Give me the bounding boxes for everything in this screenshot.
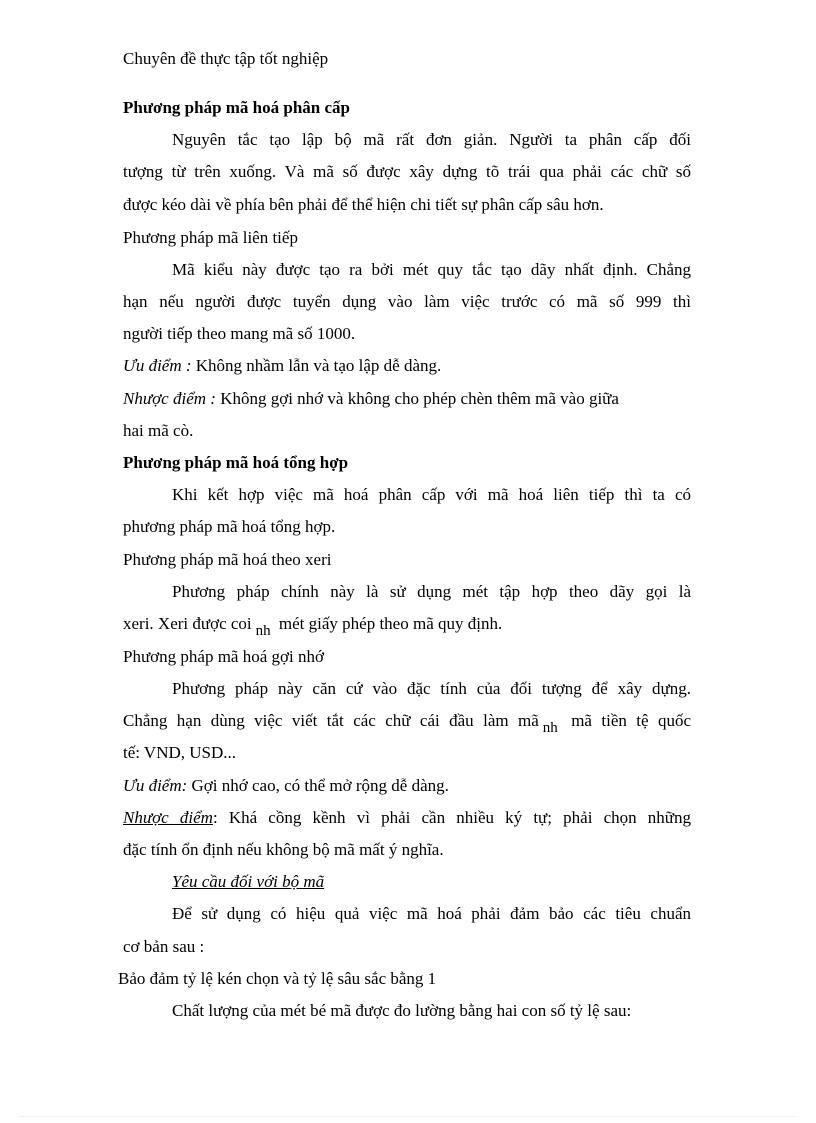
- text-fragment: mét giấy phép theo mã quy định.: [274, 614, 503, 633]
- disadvantage-label: Nhược điểm :: [123, 389, 216, 408]
- heading-combined-coding: Phương pháp mã hoá tổng hợp: [123, 453, 349, 472]
- heading-serial-coding: Phương pháp mã hoá theo xeri: [123, 550, 332, 569]
- page-header: Chuyên đề thực tập tốt nghiệp: [123, 49, 329, 68]
- paragraph-line: Chất lượng của mét bé mã được đo lường bằng hai con số tỷ lệ sau:: [172, 1001, 632, 1020]
- subscript-fragment: nh: [255, 623, 271, 639]
- text-fragment: Chẳng hạn dùng việc viết tắt các chữ cái đầu làm mã: [123, 711, 539, 730]
- text-fragment: xeri. Xeri được coi: [123, 614, 252, 633]
- heading-code-requirements: Yêu cầu đối với bộ mã: [172, 872, 325, 891]
- paragraph-line: người tiếp theo mang mã số 1000.: [123, 324, 356, 343]
- advantage-label: Ưu điểm :: [123, 356, 192, 375]
- paragraph-line: [123, 710, 692, 736]
- disadvantage-label: Nhược điểm: [123, 808, 213, 827]
- heading-sequential-coding: Phương pháp mã liên tiếp: [123, 228, 298, 247]
- paragraph-line: Để sử dụng có hiệu quả việc mã hoá phải đảm bảo các tiêu chuẩn: [172, 904, 691, 923]
- paragraph-line: phương pháp mã hoá tổng hợp.: [123, 517, 336, 536]
- text-fragment: mã tiền tệ quốc: [561, 711, 692, 730]
- disadvantage-line: [123, 807, 691, 829]
- paragraph-line: Phương pháp chính này là sử dụng mét tập hợp theo dãy gọi là: [172, 582, 691, 601]
- paragraph-line: tượng từ trên xuống. Và mã số được xây dựng tõ trái qua phải các chữ số: [123, 162, 691, 181]
- paragraph-line: hai mã cò.: [123, 421, 194, 440]
- advantage-line: [123, 775, 449, 797]
- disadvantage-text: : Khá cồng kềnh vì phải cần nhiều ký tự; phải chọn những: [212, 808, 691, 827]
- paragraph-line: Bảo đảm tỷ lệ kén chọn và tỷ lệ sâu sắc bằng 1: [118, 969, 437, 988]
- heading-mnemonic-coding: Phương pháp mã hoá gợi nhớ: [123, 647, 324, 666]
- advantage-line: [123, 355, 441, 377]
- paragraph-line: [123, 613, 503, 639]
- paragraph-line: Khi kết hợp việc mã hoá phân cấp với mã hoá liên tiếp thì ta có: [172, 485, 691, 504]
- paragraph-line: Phương pháp này căn cứ vào đặc tính của đối tượng để xây dựng.: [172, 679, 691, 698]
- advantage-text: Không nhầm lẫn và tạo lập dễ dàng.: [191, 356, 442, 375]
- disadvantage-line: [123, 388, 619, 410]
- paragraph-line: Nguyên tắc tạo lập bộ mã rất đơn giản. Người ta phân cấp đối: [172, 130, 691, 149]
- page-bottom-divider: [20, 1116, 796, 1117]
- disadvantage-text: Không gợi nhớ và không cho phép chèn thêm mã vào giữa: [215, 389, 619, 408]
- subscript-fragment: nh: [542, 720, 558, 736]
- heading-hierarchical-coding: Phương pháp mã hoá phân cấp: [123, 98, 351, 117]
- advantage-label: Ưu điểm:: [123, 776, 188, 795]
- paragraph-line: hạn nếu người được tuyển dụng vào làm việc trước có mã số 999 thì: [123, 292, 691, 311]
- paragraph-line: được kéo dài về phía bên phải để thể hiện chi tiết sự phân cấp sâu hơn.: [123, 195, 604, 214]
- paragraph-line: cơ bản sau :: [123, 937, 205, 956]
- paragraph-line: tế: VND, USD...: [123, 743, 237, 762]
- paragraph-line: Mã kiểu này được tạo ra bởi mét quy tắc tạo dãy nhất định. Chẳng: [172, 260, 691, 279]
- advantage-text: Gợi nhớ cao, có thể mở rộng dễ dàng.: [187, 776, 449, 795]
- paragraph-line: đặc tính ổn định nếu không bộ mã mất ý nghĩa.: [123, 840, 444, 859]
